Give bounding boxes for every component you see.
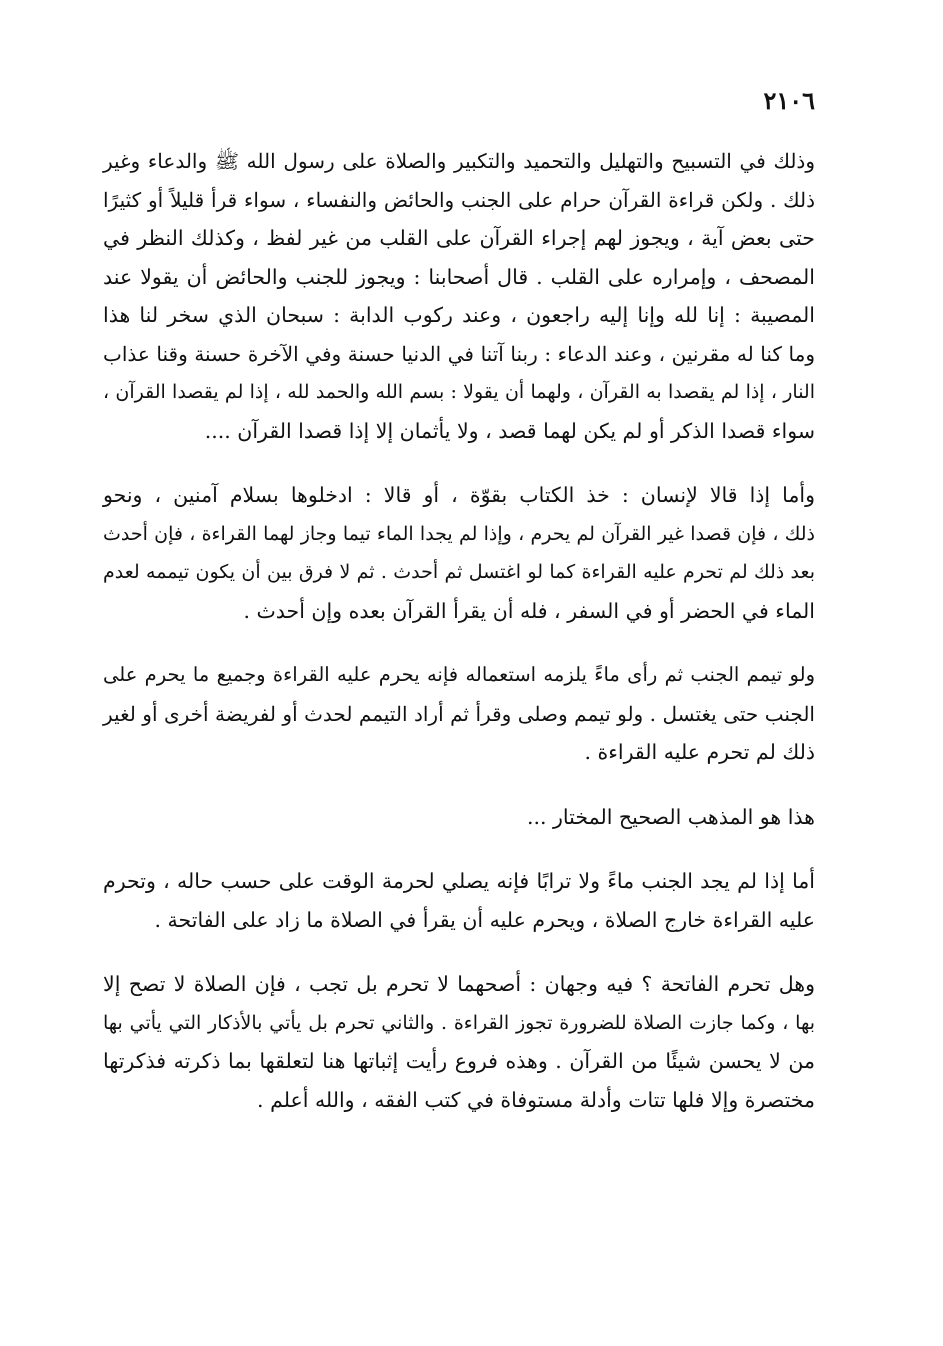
paragraph (103, 965, 815, 1119)
paragraph (103, 142, 815, 450)
text-line: الماء في الحضر أو في السفر ، فله أن يقرأ القرآن بعده وإن أحدث . (243, 598, 815, 623)
body-text (103, 142, 815, 1147)
text-line: مختصرة وإلا فلها تتات وأدلة مستوفاة في كتب الفقه ، والله أعلم . (257, 1087, 815, 1112)
paragraph (103, 656, 815, 772)
text-line: ولو تيمم الجنب ثم رأى ماءً يلزمه استعماله فإنه يحرم عليه القراءة وجميع ما يحرم على (103, 663, 815, 686)
text-line: حتى بعض آية ، ويجوز لهم إجراء القرآن على القلب من غير لفظ ، وكذلك النظر في (103, 226, 815, 250)
text-line: هذا هو المذهب الصحيح المختار ... (526, 804, 815, 829)
text-line: النار ، إذا لم يقصدا به القرآن ، ولهما أن يقولا : بسم الله والحمد لله ، إذا لم يقصدا القرآن ، (103, 381, 815, 403)
text-line: وهل تحرم الفاتحة ؟ فيه وجهان : أصحهما لا تحرم بل تجب ، فإن الصلاة لا تصح إلا (103, 972, 815, 996)
paragraph (103, 798, 815, 837)
text-line: سواء قصدا الذكر أو لم يكن لهما قصد ، ولا يأثمان إلا إذا قصدا القرآن .... (204, 418, 815, 443)
text-line: من لا يحسن شيئًا من القرآن . وهذه فروع رأيت إثباتها هنا لتعلقها بما ذكرته فذكرتها (103, 1049, 815, 1073)
text-line: بها ، وكما جازت الصلاة للضرورة تجوز القراءة . والثاني تحرم بل يأتي بالأذكار التي يأتي بها (103, 1011, 815, 1034)
text-line: وأما إذا قالا لإنسان : خذ الكتاب بقوّة ، أو قالا : ادخلوها بسلام آمنين ، ونحو (103, 483, 815, 507)
text-line: المصيبة : إنا لله وإنا إليه راجعون ، وعند ركوب الدابة : سبحان الذي سخر لنا هذا (103, 303, 815, 327)
page-number: ٢١٠٦ (763, 86, 815, 115)
text-line: عليه القراءة خارج الصلاة ، ويحرم عليه أن يقرأ في الصلاة ما زاد على الفاتحة . (154, 907, 815, 932)
text-line: ذلك لم تحرم عليه القراءة . (584, 740, 815, 764)
paragraph (103, 862, 815, 939)
text-line: المصحف ، وإمراره على القلب . قال أصحابنا : ويجوز للجنب والحائض أن يقولا عند (103, 264, 815, 289)
paragraph (103, 476, 815, 630)
text-line: الجنب حتى يغتسل . ولو تيمم وصلى وقرأ ثم أراد التيمم لحدث أو لفريضة أخرى أو لغير (103, 701, 815, 726)
text-line: وما كنا له مقرنين ، وعند الدعاء : ربنا آتنا في الدنيا حسنة وفي الآخرة حسنة وقنا عذاب (103, 341, 815, 366)
text-line: بعد ذلك لم تحرم عليه القراءة كما لو اغتسل ثم أحدث . ثم لا فرق بين أن يكون تيممه لعدم (103, 561, 815, 583)
text-line: وذلك في التسبيح والتهليل والتحميد والتكبير والصلاة على رسول الله ﷺ والدعاء وغير (103, 149, 815, 173)
text-line: ذلك . ولكن قراءة القرآن حرام على الجنب والحائض والنفساء ، سواء قرأ قليلاً أو كثيرًا (103, 187, 815, 212)
text-line: ذلك ، فإن قصدا غير القرآن لم يحرم ، وإذا لم يجدا الماء تيما وجاز لهما القراءة ، فإن أحدث (103, 522, 815, 545)
text-line: أما إذا لم يجد الجنب ماءً ولا ترابًا فإنه يصلي لحرمة الوقت على حسب حاله ، وتحرم (103, 869, 815, 893)
